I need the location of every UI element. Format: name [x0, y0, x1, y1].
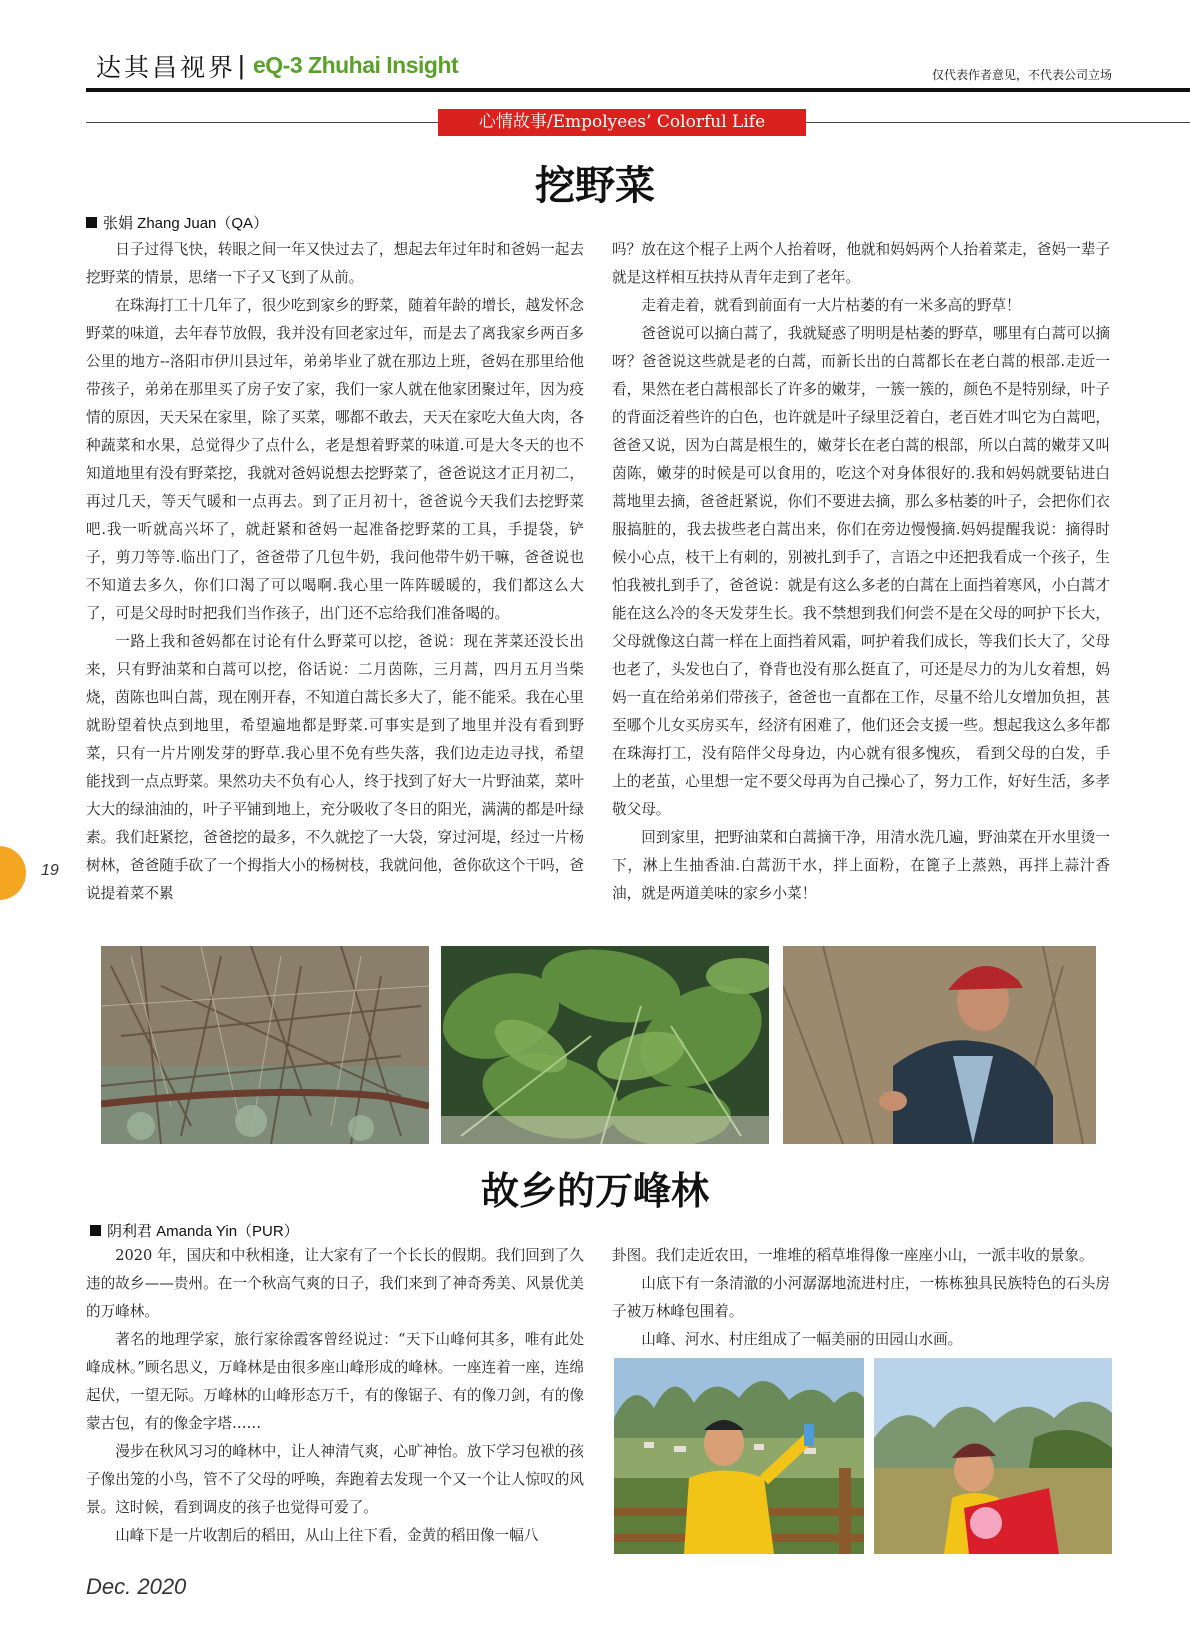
photo-wild-greens: [441, 946, 769, 1144]
article1-title: 挖野菜: [535, 162, 655, 209]
article1-paragraph: 爸爸说可以摘白蒿了，我就疑惑了明明是枯萎的野草，哪里有白蒿可以摘呀？爸爸说这些就是老的白蒿，而新长出的白蒿都长在老白蒿的根部.走近一看，果然在老白蒿根部长了许多的嫩芽，一簇一簇的，颜色不是特别绿，叶子的背面泛着些许的白色，也许就是叶子绿里泛着白，老百姓才叫它为白蒿吧，爸爸又说，因为白蒿是根生的，嫩芽长在老白蒿的根部，所以白蒿的嫩芽又叫茵陈，嫩芽的时候是可以食用的，吃这个对身体很好的.我和妈妈就要钻进白蒿地里去摘，爸爸赶紧说，你们不要进去摘，那么多枯萎的叶子，会把你们衣服搞脏的，我去拔些老白蒿出来，你们在旁边慢慢摘.妈妈提醒我说：摘得时候小心点，枝干上有刺的，别被扎到手了，言语之中还把我看成一个孩子，生怕我被扎到手了，爸爸说：就是有这么多老的白蒿在上面挡着寒风，小白蒿才能在这么冷的冬天发芽生长。我不禁想到我们何尝不是在父母的呵护下长大，父母就像这白蒿一样在上面挡着风霜，呵护着我们成长，等我们长大了，父母也老了，头发也白了，脊背也没有那么挺直了，可还是尽力的为儿女着想，妈妈一直在给弟弟们带孩子，爸爸也一直都在工作，尽量不给儿女增加负担，甚至哪个儿女买房买车，经济有困难了，他们还会支援一些。想起我这么多年都在珠海打工，没有陪伴父母身边，内心就有很多愧疚， 看到父母的白发，手上的老茧，心里想一定不要父母再为自己操心了，努力工作，好好生活，多孝敬父母。: [612, 325, 1110, 818]
bullet-square-icon: [90, 1225, 101, 1236]
bullet-square-icon: [86, 217, 97, 228]
article1-paragraph: 日子过得飞快，转眼之间一年又快过去了，想起去年过年时和爸妈一起去挖野菜的情景，思绪一下子又飞到了从前。: [86, 241, 584, 286]
photo-father-in-field: [783, 946, 1096, 1144]
article2-author-name: 阴利君 Amanda Yin（PUR）: [107, 1223, 299, 1240]
article2-paragraph: 2020 年，国庆和中秋相逢，让大家有了一个长长的假期。我们回到了久违的故乡——贵州。在一个秋高气爽的日子，我们来到了神奇秀美、风景优美的万峰林。: [86, 1247, 584, 1320]
article1-paragraph: 一路上我和爸妈都在讨论有什么野菜可以挖，爸说：现在荠菜还没长出来，只有野油菜和白蒿可以挖，俗话说：二月茵陈，三月蒿，四月五月当柴烧，茵陈也叫白蒿，现在刚开春，不知道白蒿长多大了，能不能采。我在心里就盼望着快点到地里，希望遍地都是野菜.可事实是到了地里并没有看到野菜，只有一片片刚发芽的野草.我心里不免有些失落，我们边走边寻找，希望能找到一点点野菜。果然功夫不负有心人，终于找到了好大一片野油菜，菜叶大大的绿油油的，叶子平铺到地上，充分吸收了冬日的阳光，满满的都是叶绿素。我们赶紧挖，爸爸挖的最多，不久就挖了一大袋，穿过河堤，经过一片杨树林，爸爸随手砍了一个拇指大小的杨树枝，我就问他，爸你砍这个干吗，爸说提着菜不累: [86, 633, 584, 902]
article1-paragraph: 吗？放在这个棍子上两个人抬着呀，他就和妈妈两个人抬着菜走，爸妈一辈子就是这样相互扶持从青年走到了老年。: [612, 241, 1110, 286]
article1-right-column: [612, 236, 1110, 908]
header-rule: [86, 88, 1190, 92]
article1-left-column: [86, 236, 584, 908]
article2-title: 故乡的万峰林: [480, 1168, 709, 1213]
article1-paragraph: 在珠海打工十几年了，很少吃到家乡的野菜，随着年龄的增长，越发怀念野菜的味道，去年春节放假，我并没有回老家过年，而是去了离我家乡两百多公里的地方--洛阳市伊川县过年，弟弟毕业了就在那边上班，爸妈在那里给他带孩子，弟弟在那里买了房子安了家，我们一家人就在他家团聚过年，因为疫情的原因，天天呆在家里，除了买菜，哪都不敢去，天天在家吃大鱼大肉，各种蔬菜和水果，总觉得少了点什么，老是想着野菜的味道.可是大冬天的也不知道地里有没有野菜挖，我就对爸妈说想去挖野菜了，爸爸说这才正月初二，再过几天，等天气暖和一点再去。到了正月初十，爸爸说今天我们去挖野菜吧.我一听就高兴坏了，就赶紧和爸妈一起准备挖野菜的工具，手提袋，铲子，剪刀等等.临出门了，爸爸带了几包牛奶，我问他带牛奶干嘛，爸爸说也不知道去多久，你们口渴了可以喝啊.我心里一阵阵暖暖的，我们都这么大了，可是父母时时把我们当作孩子，出门还不忘给我们准备喝的。: [86, 297, 584, 622]
photo-boy-with-flag: [874, 1358, 1112, 1554]
article1-author: [86, 212, 268, 233]
article2-paragraph: 山峰下是一片收割后的稻田，从山上往下看，金黄的稻田像一幅八: [115, 1527, 539, 1544]
footer-date: Dec. 2020: [86, 1574, 187, 1599]
article2-right-column: [612, 1242, 1110, 1354]
article1-author-name: 张娟 Zhang Juan（QA）: [103, 215, 269, 232]
article2-paragraph: 漫步在秋风习习的峰林中，让人神清气爽，心旷神怡。放下学习包袱的孩子像出笼的小鸟，管不了父母的呼唤，奔跑着去发现一个又一个让人惊叹的风景。这时候，看到调皮的孩子也觉得可爱了。: [86, 1443, 584, 1516]
photo-withered-weeds: [101, 946, 429, 1144]
section-label: 心情故事/Empolyees’ Colorful Life: [438, 109, 806, 136]
magazine-title-en: eQ-3 Zhuhai Insight: [253, 52, 459, 78]
article2-left-column: [86, 1242, 584, 1550]
article2-author: [90, 1220, 299, 1241]
header-disclaimer: 仅代表作者意见，不代表公司立场: [931, 68, 1112, 82]
article2-paragraph: 山峰、河水、村庄组成了一幅美丽的田园山水画。: [641, 1331, 963, 1348]
article2-paragraph: 山底下有一条清澈的小河潺潺地流进村庄，一栋栋独具民族特色的石头房子被万林峰包围着。: [612, 1275, 1110, 1320]
article2-paragraph: 著名的地理学家，旅行家徐霞客曾经说过：“天下山峰何其多，唯有此处峰成林。”顾名思义，万峰林是由很多座山峰形成的峰林。一座连着一座，连绵起伏，一望无际。万峰林的山峰形态万千，有的像锯子、有的像刀剑，有的像蒙古包，有的像金字塔……: [86, 1331, 584, 1432]
page-number-dot: [0, 846, 26, 900]
magazine-title-cn: 达其昌视界: [96, 53, 237, 82]
article1-paragraph: 走着走着，就看到前面有一大片枯萎的有一米多高的野草！: [641, 297, 1021, 314]
page-number: 19: [41, 862, 59, 879]
article2-paragraph: 卦图。我们走近农田，一堆堆的稻草堆得像一座座小山，一派丰收的景象。: [612, 1247, 1094, 1264]
photo-boy-with-mountains: [614, 1358, 864, 1554]
article1-paragraph: 回到家里，把野油菜和白蒿摘干净，用清水洗几遍，野油菜在开水里烫一下，淋上生抽香油.白蒿沥干水，拌上面粉，在篦子上蒸熟，再拌上蒜汁香油，就是两道美味的家乡小菜！: [612, 829, 1110, 902]
header-separator: |: [238, 50, 245, 80]
